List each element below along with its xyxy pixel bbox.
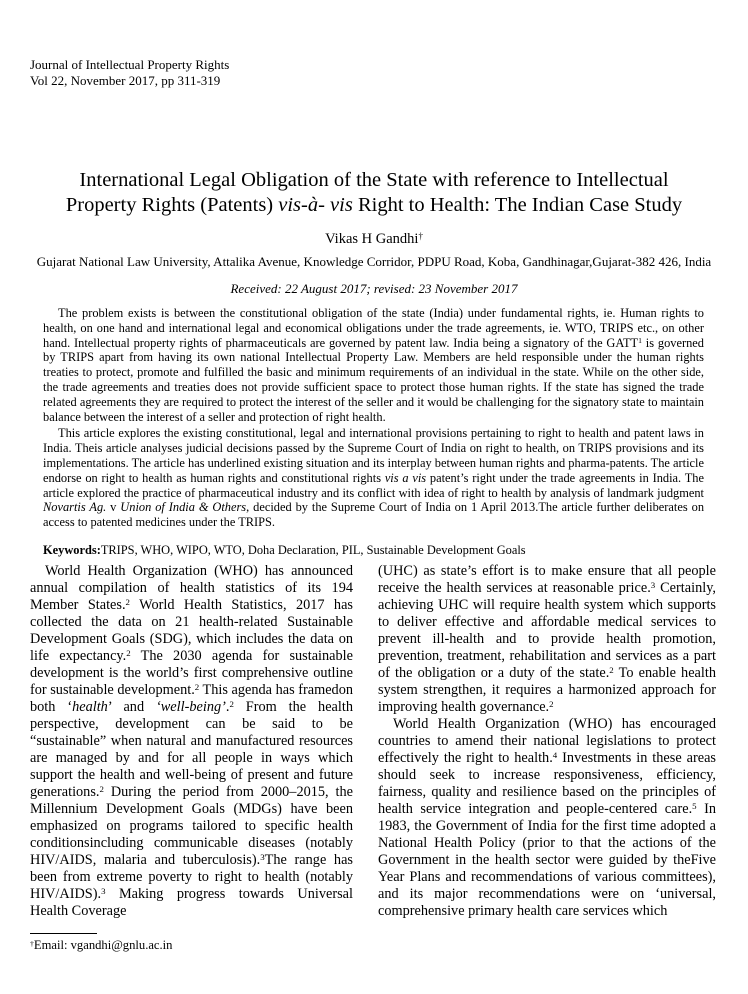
author-affiliation: Gujarat National Law University, Attalika Avenue, Knowledge Corridor, PDPU Road, Koba, Gandhinagar,Gujarat-382 426, India [36, 254, 712, 269]
abstract-paragraph-1: The problem exists is between the constitutional obligation of the state (India) under fundamental rights, ie. Human rights to health, on one hand and international legal and economical obligations under the trade agreements, ie. WTO, TRIPS etc., on other hand. Intellectual property rights of pharmaceuticals are governed by patent law. India being a signatory of the GATT$^1$ is governed by TRIPS apart from having its own national Intellectual Property Law. Members are held responsible under the human rights treaties to protect, promote and fulfilled the basic and minimum requirements of an individual in the state. While on the other side, the trade agreements and treaties does not provide sufficient space to protect those human rights. If the state has signed the trade related agreements they are required to protect the interest of the seller and it would be challenging for the signatory state to maintain balance between the interest of a seller and protection of right health. [43, 306, 704, 424]
article-title: International Legal Obligation of the State with reference to Intellectual Property Rights (Patents) vis-à- vis Right to Health: The Indian Case Study [65, 169, 683, 216]
body-paragraph-right: World Health Organization (WHO) has encouraged countries to amend their national legislations to protect effectively the right to health.$^4$ Investments in these areas should seek to increase responsiveness, efficiency, fairness, quality and resilience based on the principles of health service integration and people-centered care.$^5$ In 1983, the Government of India for the first time adopted a National Health Policy (prior to that the actions of the Government in the health sector were guided by theFive Year Plans and recommendations of various committees), and its major recommendations were on ‘universal, comprehensive primary health care services which [378, 716, 716, 919]
journal-issue: Vol 22, November 2017, pp 311-319 [30, 72, 221, 88]
abstract-section [43, 306, 704, 558]
author-name: Vikas H Gandhi† [325, 230, 423, 247]
keywords-line [43, 543, 704, 558]
journal-header [30, 57, 229, 88]
footnote-email: †Email: vgandhi@gnlu.ac.in [30, 938, 173, 952]
footnote [30, 933, 172, 953]
body-paragraph-right-continuation: (UHC) as state’s effort is to make ensure that all people receive the health services at reasonable price.$^3$ Certainly, achieving UHC will require health system which supports to deliver effective and affordable medical services to prevent ill-health and to provide health promotion, prevention, treatment, rehabilitation and services as a part of the obligation or a duty of the state.$^2$ To enable health system strengthen, it requires a harmonized approach for improving health governance.$^2$ [378, 563, 716, 715]
abstract-paragraph-2: This article explores the existing constitutional, legal and international provisions pertaining to right to health and patent laws in India. Theis article analyses judicial decisions passed by the Supreme Court of India on right to health, on TRIPS provisions and its implementations. The article has underlined existing situation and its interplay between human rights and pharma-patents. The article endorse on right to health as human rights and constitutional rights vis a vis patent’s right under the trade agreements in India. The article explored the practice of pharmaceutical industry and its conflict with idea of right to health by analysis of landmark judgment Novartis Ag. v Union of India & Others, decided by the Supreme Court of India on 1 April 2013.The article further deliberates on access to patented medicines under the TRIPS. [43, 426, 705, 530]
footnote-divider [30, 933, 97, 934]
keywords-label: Keywords: [43, 542, 101, 557]
right-column [378, 563, 716, 920]
journal-name: Journal of Intellectual Property Rights [30, 57, 230, 72]
left-column [30, 563, 353, 920]
body-columns [30, 563, 716, 920]
keywords-text: TRIPS, WHO, WIPO, WTO, Doha Declaration, PIL, Sustainable Development Goals [100, 542, 526, 557]
received-dates: Received: 22 August 2017; revised: 23 November 2017 [230, 281, 518, 296]
body-paragraph-left: World Health Organization (WHO) has announced annual compilation of health statistics of its 194 Member States.$^2$ World Health Statistics, 2017 has collected the data on 21 health-related Sustainable Development Goals (SDG), which includes the data on life expectancy.$^2$ The 2030 agenda for sustainable development is the world’s first comprehensive outline for sustainable development.$^2$ This agenda has framedon both ‘health’ and ‘well-being’.$^2$ From the health perspective, development can be said to be “sustainable” when natural and manufactured resources are managed by and for all people in ways which support the health and well-being of present and future generations.$^2$ During the period from 2000–2015, the Millennium Development Goals (MDGs) have been emphasized on programs tailored to specific health conditionsincluding communicable diseases (notably HIV/AIDS, malaria and tuberculosis).$^3$The range has been from extreme poverty to right to health (notably HIV/AIDS).$^3$ Making progress towards Universal Health Coverage [30, 563, 354, 919]
